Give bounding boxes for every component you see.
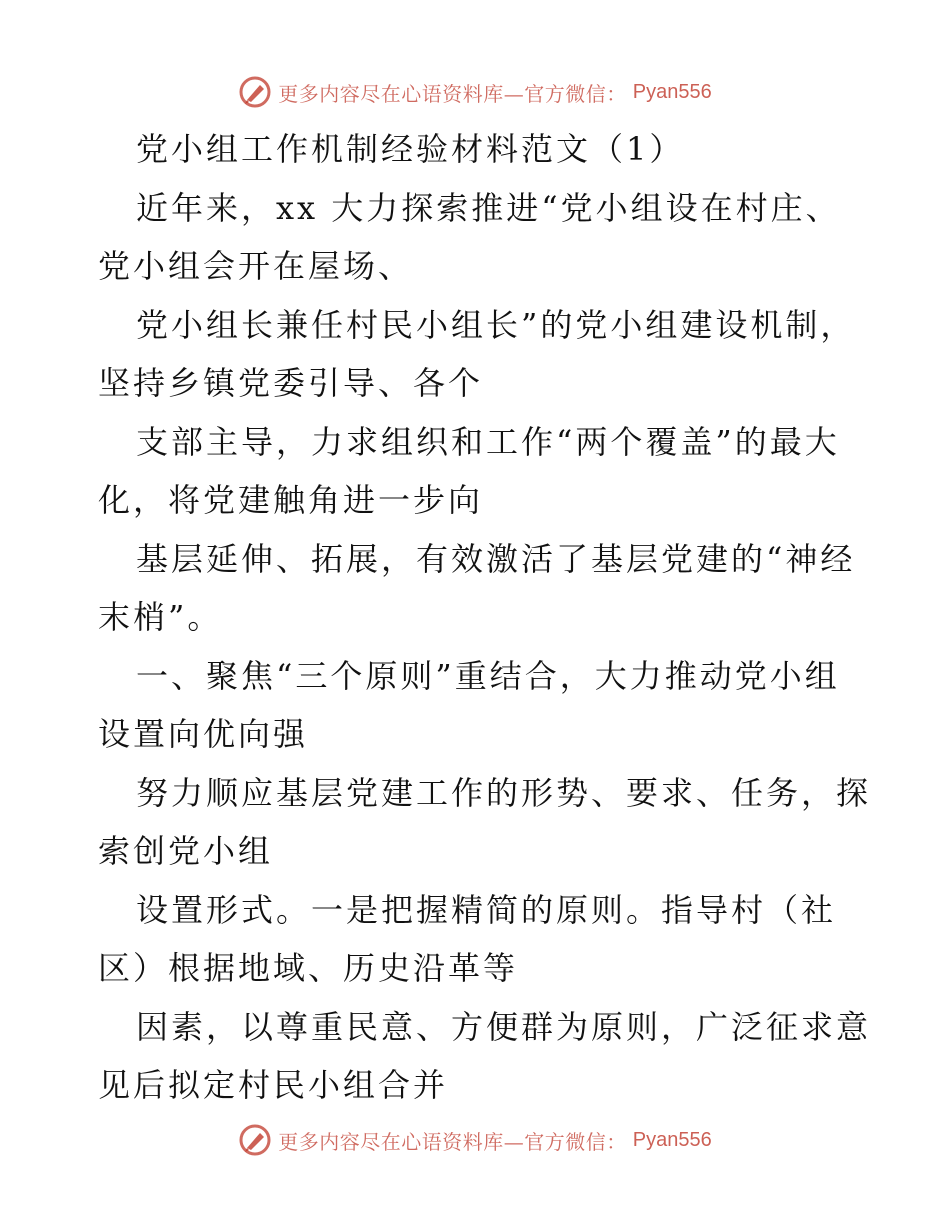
paragraph-line: 区）根据地域、历史沿革等 — [98, 949, 519, 987]
paragraph-line: 基层延伸、拓展，有效激活了基层党建的“神经 — [136, 539, 856, 578]
section-heading: 设置向优向强 — [98, 715, 309, 753]
paragraph-line: 化，将党建触角进一步向 — [98, 481, 484, 519]
paragraph-line: 因素，以尊重民意、方便群为原则，广泛征求意 — [136, 1007, 872, 1046]
paragraph-line: 党小组长兼任村民小组长”的党小组建设机制， — [136, 305, 856, 344]
section-heading: 一、聚焦“三个原则”重结合，大力推动党小组 — [136, 656, 840, 695]
paragraph-line: 努力顺应基层党建工作的形势、要求、任务，探 — [136, 773, 872, 812]
watermark-account: Pyan556 — [632, 80, 712, 103]
watermark-text: 更多内容尽在心语资料库—官方微信： — [278, 1129, 627, 1154]
pen-logo-icon — [238, 75, 272, 109]
paragraph-line: 设置形式。一是把握精简的原则。指导村（社 — [136, 890, 837, 929]
paragraph-line: 近年来，xx 大力探索推进“党小组设在村庄、 — [136, 188, 841, 227]
paragraph-line: 支部主导，力求组织和工作“两个覆盖”的最大 — [136, 422, 840, 461]
footer-watermark — [0, 1120, 950, 1160]
paragraph-line: 末梢”。 — [98, 598, 223, 636]
watermark-text: 更多内容尽在心语资料库—官方微信： — [278, 81, 627, 106]
paragraph-line: 党小组会开在屋场、 — [98, 247, 414, 285]
paragraph-line: 见后拟定村民小组合并 — [98, 1066, 449, 1104]
header-watermark — [0, 72, 950, 112]
paragraph-line: 索创党小组 — [98, 832, 274, 870]
watermark-account: Pyan556 — [632, 1128, 712, 1151]
document-title: 党小组工作机制经验材料范文（1） — [136, 130, 685, 168]
pen-logo-icon — [238, 1123, 272, 1157]
document-body — [98, 120, 872, 1115]
paragraph-line: 坚持乡镇党委引导、各个 — [98, 364, 484, 402]
